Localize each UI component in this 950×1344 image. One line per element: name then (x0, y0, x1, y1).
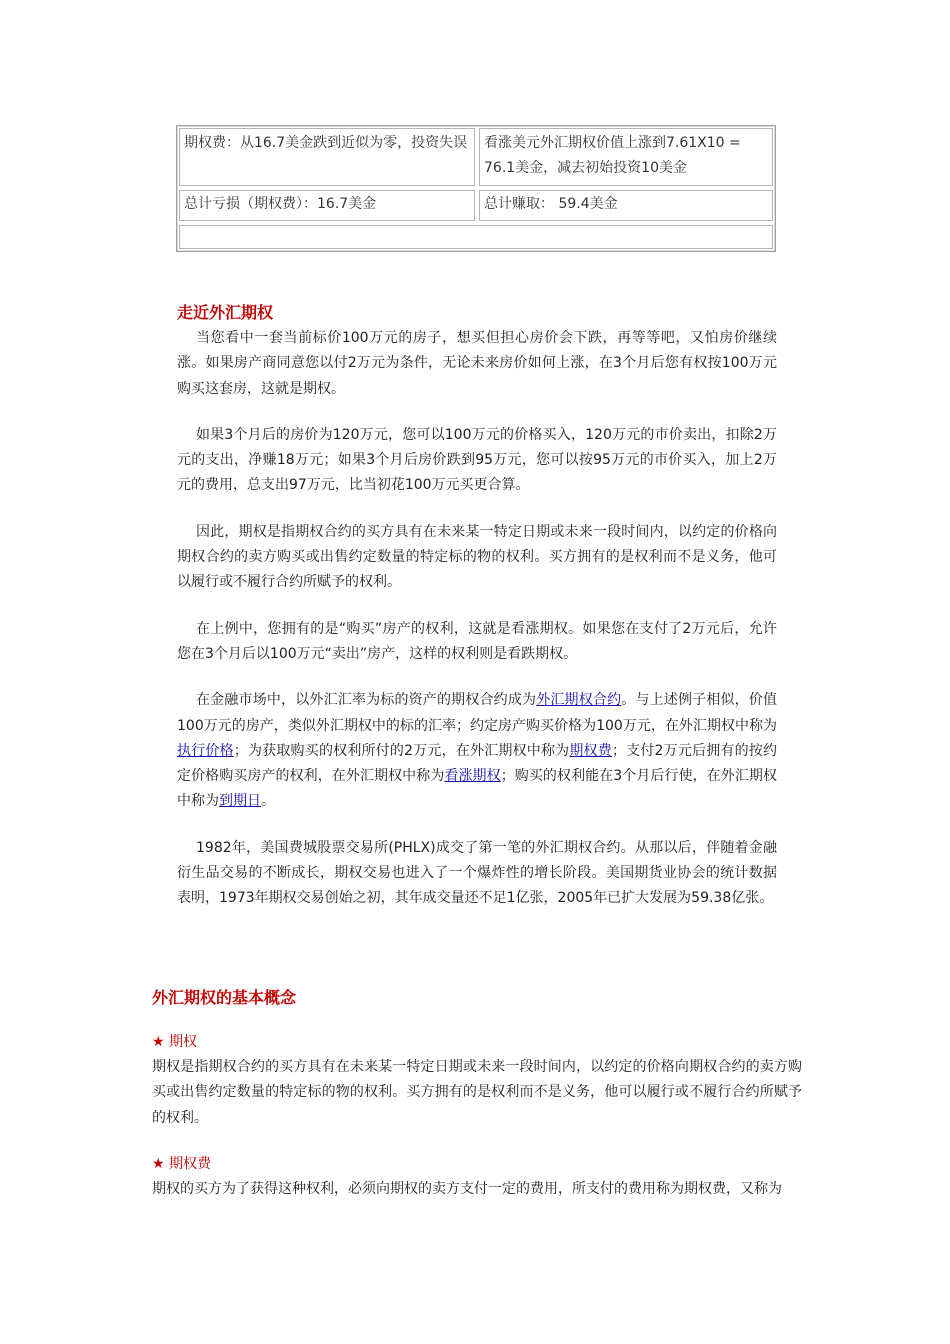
paragraph: 在上例中，您拥有的是“购买”房产的权利，这就是看涨期权。如果您在支付了2万元后，允许您在3个月后以100万元“卖出”房产，这样的权利则是看跌期权。 (177, 620, 777, 662)
table-cell-loss-detail: 期权费：从16.7美金跌到近似为零，投资失误 (179, 128, 475, 186)
term-definition: 期权是指期权合约的买方具有在未来某一特定日期或未来一段时间内，以约定的价格向期权合约的卖方购买或出售约定数量的特定标的物的权利。买方拥有的是权利而不是义务，他可以履行或不履行合约所赋予的权利。 (152, 1059, 802, 1126)
table-cell-total-gain: 总计赚取： 59.4美金 (479, 190, 773, 221)
text: 。与上述例子相似，价值100万元的房产，类似外汇期权中的标的汇率；约定房产购买价格为100万元，在外汇期权中称为 (177, 692, 778, 734)
section-intro (177, 300, 777, 933)
link-expiry-date[interactable]: 到期日 (219, 793, 261, 810)
link-fx-option-contract[interactable]: 外汇期权合约 (536, 692, 622, 709)
table-cell-total-loss: 总计亏损（期权费）：16.7美金 (179, 190, 475, 221)
table-row (177, 188, 775, 223)
term-definition: 期权的买方为了获得这种权利，必须向期权的卖方支付一定的费用，所支付的费用称为期权费，又称为 (152, 1180, 782, 1197)
link-option-premium[interactable]: 期权费 (569, 742, 612, 759)
table-cell-gain-detail: 看涨美元外汇期权价值上涨到7.61X10 = 76.1美金，减去初始投资10美金 (479, 128, 773, 186)
table-row (177, 126, 775, 188)
paragraph: 因此，期权是指期权合约的买方具有在未来某一特定日期或未来一段时间内，以约定的价格向期权合约的卖方购买或出售约定数量的特定标的物的权利。买方拥有的是权利而不是义务，他可以履行或不履行合约所赋予的权利。 (177, 523, 777, 591)
text: ；购买的权利能在3个月后行使，在外汇期权中称为 (177, 768, 778, 810)
text: ；支付2万元后拥有的按约定价格购买房产的权利，在外汇期权中称为 (177, 742, 778, 785)
section-title: 走近外汇期权 (177, 303, 274, 322)
table-empty-row (179, 225, 773, 249)
section-basic-concepts (152, 985, 802, 1223)
comparison-table (176, 125, 776, 252)
section-title: 外汇期权的基本概念 (152, 988, 297, 1007)
term-heading: ★ 期权 (152, 1034, 198, 1050)
text: 在金融市场中，以外汇汇率为标的资产的期权合约成为 (196, 692, 537, 709)
link-call-option[interactable]: 看涨期权 (444, 768, 501, 785)
term-heading: ★ 期权费 (152, 1155, 212, 1172)
text: ；为获取购买的权利所付的2万元，在外汇期权中称为 (233, 742, 570, 759)
link-strike-price[interactable]: 执行价格 (177, 742, 234, 759)
paragraph: 当您看中一套当前标价100万元的房子，想买但担心房价会下跌，再等等吧，又怕房价继续涨。如果房产商同意您以付2万元为条件，无论未来房价如何上涨，在3个月后您有权按100万元购买这套房，这就是期权。 (177, 330, 777, 397)
text: 。 (261, 793, 275, 810)
paragraph: 1982年，美国费城股票交易所(PHLX)成交了第一笔的外汇期权合约。从那以后，伴随着金融衍生品交易的不断成长，期权交易也进入了一个爆炸性的增长阶段。美国期货业协会的统计数据表明，1973年期权交易创始之初，其年成交量还不足1亿张，2005年已扩大发展为59.38亿张。 (177, 839, 777, 907)
paragraph-with-links (177, 688, 777, 814)
paragraph: 如果3个月后的房价为120万元，您可以100万元的价格买入，120万元的市价卖出，扣除2万元的支出，净赚18万元；如果3个月后房价跌到95万元，您可以按95万元的市价买入，加上2万元的费用，总支出97万元，比当初花100万元买更合算。 (177, 426, 777, 494)
